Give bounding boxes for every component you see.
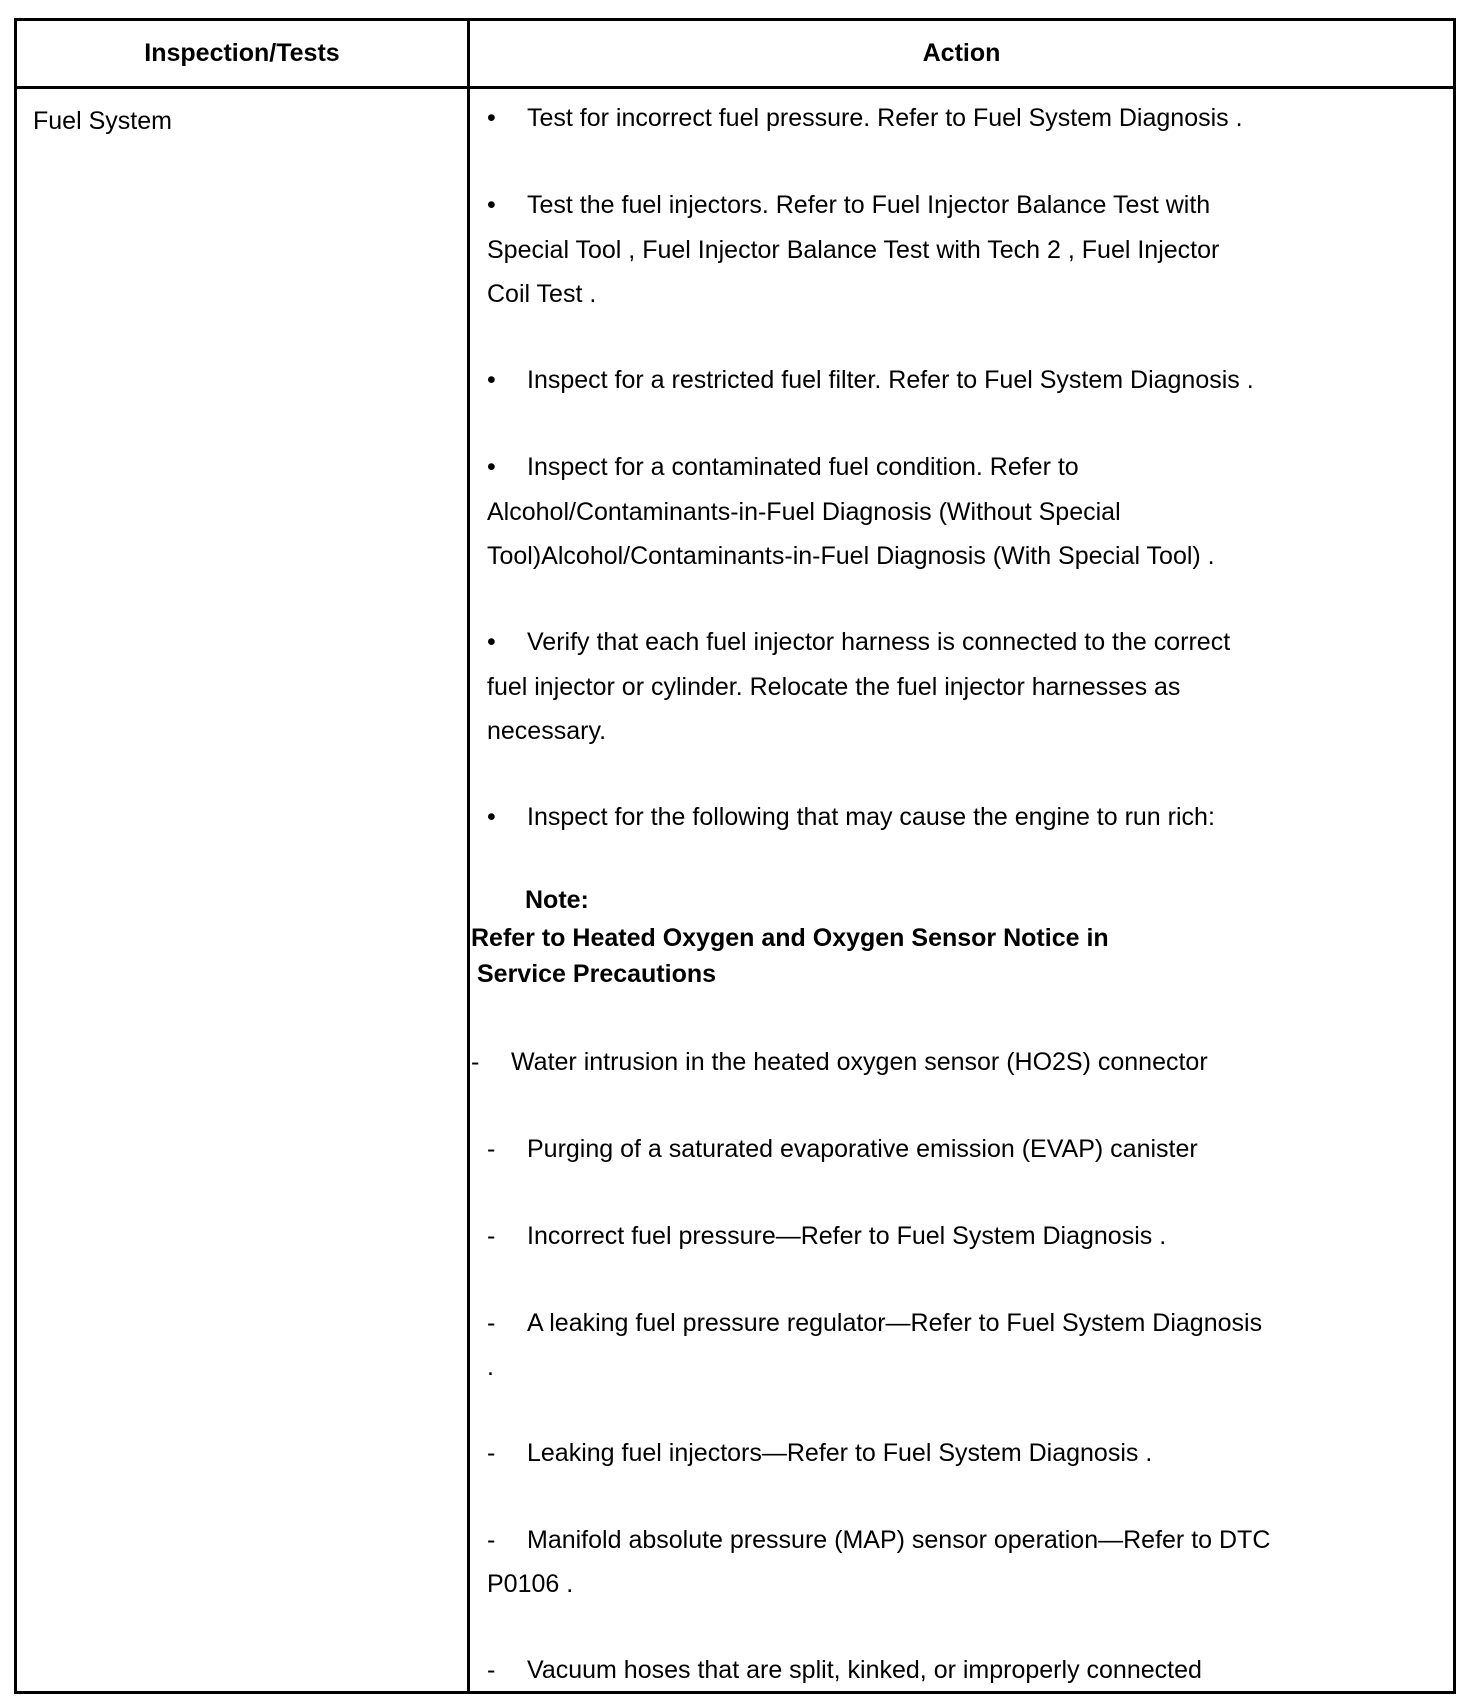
- list-item-text: Inspect for a restricted fuel filter. Refer to Fuel System Diagnosis .: [527, 366, 1254, 394]
- dash-marker: -: [471, 1048, 480, 1076]
- sub-list-item: [471, 1047, 1208, 1077]
- sub-list-item-text: Vacuum hoses that are split, kinked, or improperly connected: [527, 1656, 1202, 1684]
- sub-list-item-text: Manifold absolute pressure (MAP) sensor operation—Refer to DTC: [527, 1526, 1271, 1554]
- list-item: [487, 103, 1243, 133]
- sub-list-item-continuation: P0106 .: [487, 1570, 574, 1598]
- sub-list-item: [487, 1655, 1202, 1685]
- dash-marker: -: [487, 1135, 496, 1163]
- dash-marker: -: [487, 1309, 496, 1337]
- list-item-continuation: Alcohol/Contaminants-in-Fuel Diagnosis (Without Special: [487, 498, 1121, 526]
- note-text: Service Precautions: [477, 960, 717, 988]
- list-item-text: Inspect for a contaminated fuel condition. Refer to: [527, 453, 1079, 481]
- sub-list-item-text: Water intrusion in the heated oxygen sensor (HO2S) connector: [511, 1048, 1208, 1076]
- dash-marker: -: [487, 1526, 496, 1554]
- list-item: [487, 627, 1230, 657]
- sub-list-item: [487, 1221, 1166, 1251]
- list-item: [487, 802, 1215, 832]
- sub-list-item-text: Incorrect fuel pressure—Refer to Fuel System Diagnosis .: [527, 1222, 1167, 1250]
- dash-marker: -: [487, 1439, 496, 1467]
- sub-list-item-continuation: .: [487, 1353, 494, 1381]
- column-divider: [467, 21, 470, 1691]
- header-inspection-tests: Inspection/Tests: [144, 39, 340, 67]
- row-label-fuel-system: Fuel System: [33, 107, 172, 135]
- bullet-marker: •: [487, 628, 496, 656]
- list-item-continuation: Special Tool , Fuel Injector Balance Test with Tech 2 , Fuel Injector: [487, 236, 1220, 264]
- list-item-continuation: Coil Test .: [487, 280, 597, 308]
- diagnostic-table: [14, 18, 1456, 1694]
- sub-list-item-text: Purging of a saturated evaporative emission (EVAP) canister: [527, 1135, 1198, 1163]
- list-item-text: Inspect for the following that may cause the engine to run rich:: [527, 803, 1215, 831]
- list-item-continuation: fuel injector or cylinder. Relocate the fuel injector harnesses as: [487, 673, 1181, 701]
- list-item-continuation: necessary.: [487, 717, 607, 745]
- list-item: [487, 190, 1210, 220]
- list-item: [487, 365, 1254, 395]
- sub-list-item-text: Leaking fuel injectors—Refer to Fuel System Diagnosis .: [527, 1439, 1153, 1467]
- note-text: Refer to Heated Oxygen and Oxygen Sensor Notice in: [471, 924, 1109, 952]
- sub-list-item: [487, 1525, 1270, 1555]
- list-item-text: Verify that each fuel injector harness is connected to the correct: [527, 628, 1231, 656]
- sub-list-item-text: A leaking fuel pressure regulator—Refer to Fuel System Diagnosis: [527, 1309, 1263, 1337]
- note-title: Note:: [525, 886, 589, 914]
- bullet-marker: •: [487, 104, 496, 132]
- dash-marker: -: [487, 1222, 496, 1250]
- list-item: [487, 452, 1079, 482]
- sub-list-item: [487, 1308, 1262, 1338]
- list-item-text: Test for incorrect fuel pressure. Refer to Fuel System Diagnosis .: [527, 104, 1243, 132]
- bullet-marker: •: [487, 453, 496, 481]
- sub-list-item: [487, 1134, 1198, 1164]
- bullet-marker: •: [487, 191, 496, 219]
- list-item-continuation: Tool)Alcohol/Contaminants-in-Fuel Diagnosis (With Special Tool) .: [487, 542, 1215, 570]
- dash-marker: -: [487, 1656, 496, 1684]
- bullet-marker: •: [487, 366, 496, 394]
- bullet-marker: •: [487, 803, 496, 831]
- sub-list-item: [487, 1438, 1152, 1468]
- list-item-text: Test the fuel injectors. Refer to Fuel Injector Balance Test with: [527, 191, 1211, 219]
- header-action: Action: [922, 39, 1001, 67]
